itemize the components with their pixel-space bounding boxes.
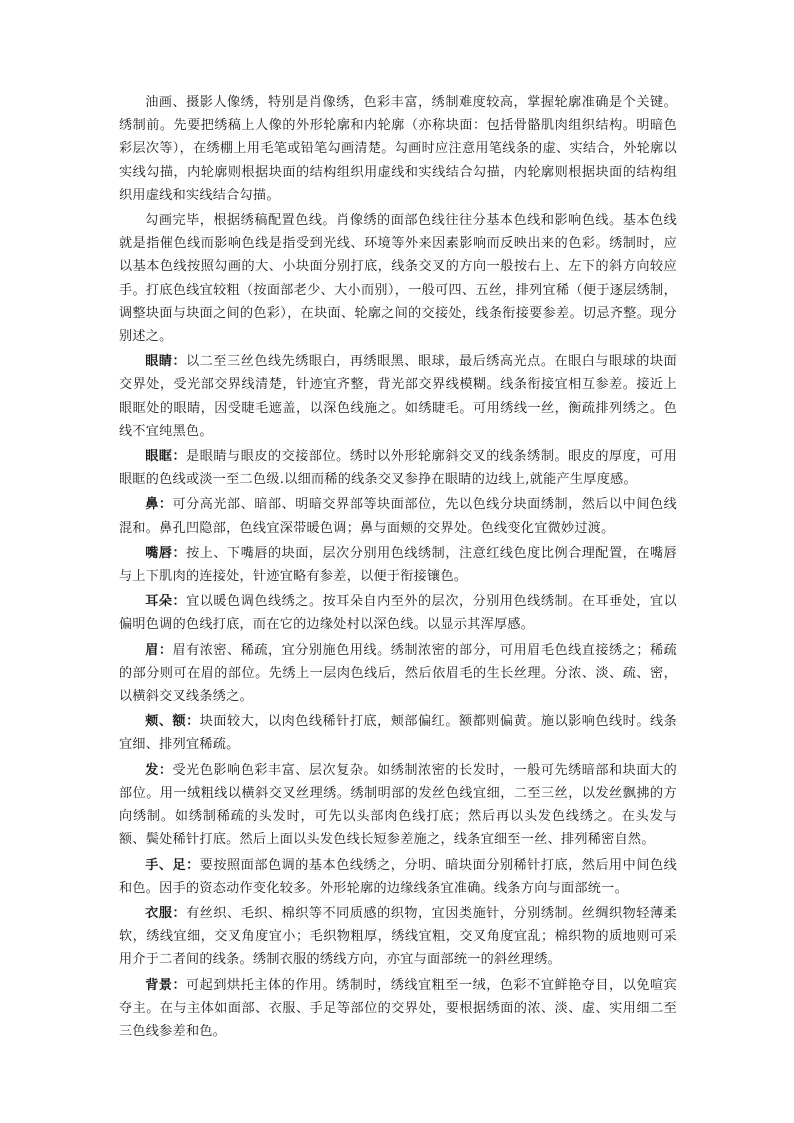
hair-paragraph: [119, 759, 677, 852]
paragraph-text: 要按照面部色调的基本色线绣之，分明、暗块面分别稀针打底，然后用中间色线和色。因手的资态动作变化较多。外形轮廓的边缘线条宜准确。线条方向与面部统一。: [119, 857, 678, 896]
paragraph-text: 有丝织、毛织、棉织等不同质感的织物，宜因类施针，分别绣制。丝绸织物轻薄柔软，绣线宜细，交叉角度宜小；毛织物粗厚，绣线宜粗，交叉角度宜乱；棉织物的质地则可采用介于二者间的线条。绣制衣服的绣线方向，亦宜与面部统一的斜丝理绣。: [119, 905, 677, 968]
color-thread-paragraph: [119, 209, 677, 348]
paragraph-text: 块面较大，以肉色线稀针打底，颊部偏红。额都则偏黄。施以影响色线时。线条宜细、排列宜稀疏。: [119, 714, 678, 753]
paragraph-text: 以二至三丝色线先绣眼白，再绣眼黑、眼球，最后绣高光点。在眼白与眼球的块面交界处，受光部交界线清楚，针迹宜齐整，背光部交界线模糊。线条衔接宜相互参差。接近上眼眶处的眼睛，因受睫毛遮盖，以深色线施之。如绣睫毛。可用绣线一丝，衡疏排列绣之。色线不宜纯黑色。: [119, 354, 677, 439]
paragraph-term: 衣服：: [145, 905, 187, 921]
document-body: [119, 91, 677, 1045]
paragraph-term: 眼睛：: [145, 354, 187, 370]
paragraph-term: 鼻：: [145, 497, 173, 513]
paragraph-text: 是眼睛与眼皮的交接部位。绣时以外形轮廓斜交叉的线条绣制。眼皮的厚度，可用眼眶的色线或淡一至二色级.以细而稀的线条交叉参挣在眼睛的边线上,就能产生厚度感。: [119, 449, 677, 488]
paragraph-term: 颊、额：: [145, 714, 200, 730]
paragraph-term: 发：: [145, 762, 173, 778]
paragraph-term: 耳朵：: [145, 594, 187, 610]
intro-paragraph: [119, 91, 677, 207]
cheek-forehead-paragraph: [119, 710, 677, 756]
paragraph-text: 可分高光部、暗部、明暗交界部等块面部位，先以色线分块面绣制，然后以中间色线混和。鼻孔凹隐部，色线宜深带暖色调；鼻与面颊的交界处。色线变化宜微妙过渡。: [119, 497, 677, 536]
paragraph-text: 宜以暖色调色线绣之。按耳朵自内至外的层次，分别用色线绣制。在耳垂处，宜以偏明色调的色线打底，而在它的边缘处村以深色线。以显示其浑厚感。: [119, 594, 677, 633]
paragraph-text: 可起到烘托主体的作用。绣制时，绣线宜粗至一绒，色彩不宜鲜艳夺目，以免喧宾夺主。在与主体如面部、衣服、手足等部位的交界处，要根据绣面的浓、淡、虚、实用细二至三色线参差和色。: [119, 977, 677, 1039]
eye-socket-paragraph: [119, 445, 677, 491]
paragraph-term: 嘴唇：: [145, 545, 187, 561]
eyes-paragraph: [119, 350, 677, 443]
paragraph-term: 背景：: [145, 977, 187, 993]
paragraph-text: 受光色影响色彩丰富、层次复杂。如绣制浓密的长发时，一般可先绣暗部和块面大的部位。用一绒粗线以横斜交叉丝理绣。绣制明部的发丝色线宜细，二至三丝，以发丝飘拂的方向绣制。如绣制稀疏的头发时，可先以头部肉色线打底；然后再以头发色线绣之。在头发与额、鬓处稀针打底。然后上面以头发色线长短参差施之，线条宜细至一丝、排列稀密自然。: [119, 762, 677, 848]
paragraph-term: 眉：: [145, 642, 173, 658]
paragraph-text: 勾画完毕，根据绣稿配置色线。肖像绣的面部色线往往分基本色线和影响色线。基本色线就是指催色线而影响色线是指受到光线、环境等外来因素影响而反映出来的色彩。绣制时，应以基本色线按照勾画的大、小块面分别打底，线条交叉的方向一般按右上、左下的斜方向较应手。打底色线宜较粗（按面部老少、大小而别），一般可四、五丝，排列宜稀（便于逐层绣制，调整块面与块面之间的色彩），在块面、轮廓之间的交接处，线条衔接要参差。切忌齐整。现分别述之。: [119, 213, 677, 345]
paragraph-text: 油画、摄影人像绣，特别是肖像绣，色彩丰富，绣制难度较高，掌握轮廓准确是个关键。绣制前。先要把绣稿上人像的外形轮廓和内轮廓（亦称块面：包括骨骼肌肉组织结构。明暗色彩层次等），在绣棚上用毛笔或铅笔勾画清楚。勾画时应注意用笔线条的虚、实结合，外轮廓以实线勾描，内轮廓则根据块面的结构组织用虚线和实线结合勾描，内轮廓则根据块面的结构组织用虚线和实线结合勾描。: [119, 95, 677, 203]
ears-paragraph: [119, 590, 677, 636]
paragraph-text: 眉有浓密、稀疏，宜分别施色用线。绣制浓密的部分，可用眉毛色线直接绣之；稀疏的部分则可在眉的部位。先绣上一层肉色线后，然后依眉毛的生长丝理。分浓、淡、疏、密，以横斜交叉线条绣之。: [119, 642, 677, 705]
hands-feet-paragraph: [119, 854, 677, 900]
eyebrow-paragraph: [119, 639, 677, 709]
nose-paragraph: [119, 493, 677, 539]
clothing-paragraph: [119, 902, 677, 972]
background-paragraph: [119, 974, 677, 1044]
paragraph-term: 眼眶：: [145, 449, 187, 465]
paragraph-term: 手、足：: [145, 857, 200, 873]
paragraph-text: 按上、下嘴唇的块面，层次分别用色线绣制，注意红线色度比例合理配置，在嘴唇与上下肌肉的连接处，针迹宜略有参差，以便于衔接镶色。: [119, 545, 677, 585]
lips-paragraph: [119, 542, 677, 588]
